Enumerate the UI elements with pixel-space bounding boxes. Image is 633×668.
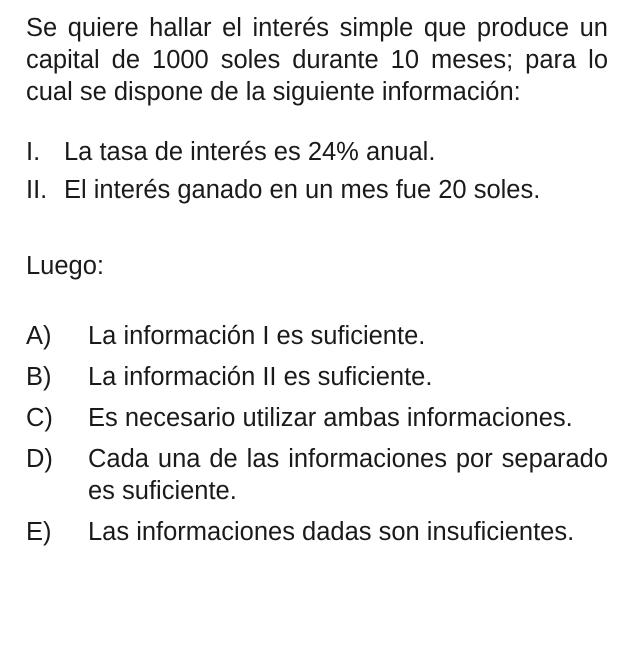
information-item	[26, 174, 608, 206]
information-number: I.	[26, 138, 41, 166]
option-letter: C)	[26, 404, 53, 432]
option-text: Cada una de las informaciones por separado es suficiente.	[88, 445, 608, 505]
answer-option-d	[26, 443, 608, 507]
information-text: La tasa de interés es 24% anual.	[64, 138, 436, 166]
answer-option-e	[26, 516, 608, 548]
option-letter: B)	[26, 363, 52, 391]
problem-statement: Se quiere hallar el interés simple que produce un capital de 1000 soles durante 10 meses; para lo cual se dispone de la siguiente información:	[26, 14, 608, 106]
option-text: La información I es suficiente.	[88, 322, 426, 350]
information-text: El interés ganado en un mes fue 20 soles.	[64, 176, 541, 204]
information-number: II.	[26, 176, 48, 204]
answer-options	[26, 320, 608, 548]
answer-option-b	[26, 361, 608, 393]
answer-option-c	[26, 402, 608, 434]
answer-option-a	[26, 320, 608, 352]
option-text: Las informaciones dadas son insuficientes.	[88, 518, 575, 546]
option-letter: E)	[26, 518, 52, 546]
information-item	[26, 136, 608, 168]
question-document	[26, 12, 608, 557]
option-text: La información II es suficiente.	[88, 363, 433, 391]
then-label: Luego:	[26, 252, 104, 280]
option-text: Es necesario utilizar ambas informaciones.	[88, 404, 573, 432]
option-letter: A)	[26, 322, 52, 350]
option-letter: D)	[26, 445, 53, 473]
information-list	[26, 136, 608, 206]
